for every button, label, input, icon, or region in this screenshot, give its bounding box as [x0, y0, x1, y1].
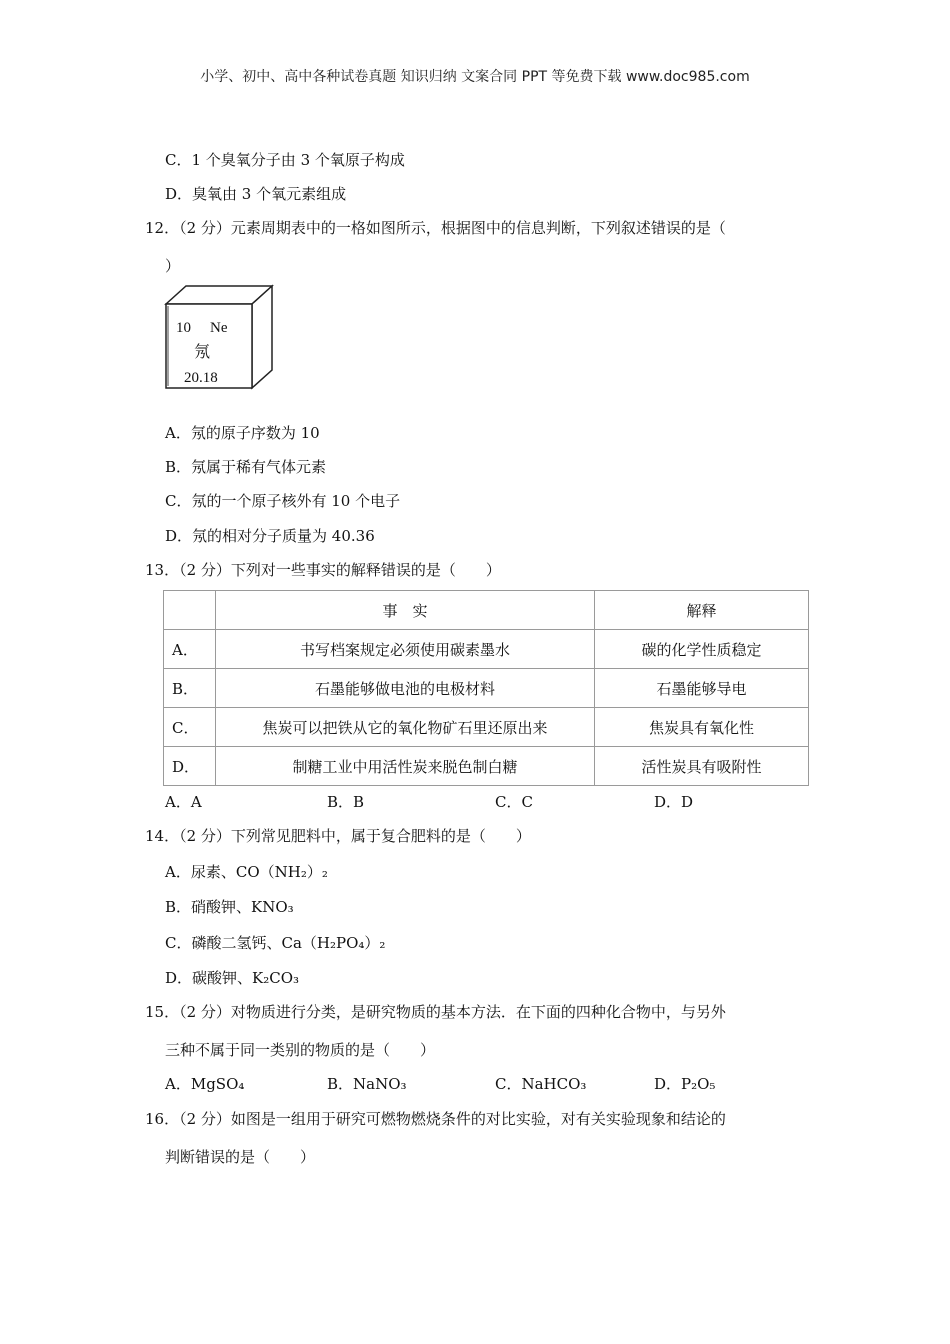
- page-header-banner: 小学、初中、高中各种试卷真题 知识归纳 文案合同 PPT 等免费下载 www.doc985.com: [200, 69, 750, 85]
- option-formula: Ca（H₂PO₄）₂: [281, 934, 386, 952]
- option-label: A．: [165, 424, 191, 442]
- table-cell: 制糖工业中用活性炭来脱色制白糖: [216, 747, 595, 786]
- q15-option-b: B．NaNO₃: [327, 1075, 407, 1093]
- option-text: 尿素、: [190, 863, 236, 881]
- option-formula: CO（NH₂）₂: [235, 863, 328, 881]
- q14-option-a: [165, 861, 328, 882]
- element-symbol: Ne: [210, 320, 228, 336]
- q13-answer-b: B．B: [327, 793, 365, 811]
- table-cell: 活性炭具有吸附性: [595, 747, 809, 786]
- element-name: 氖: [194, 342, 211, 361]
- q12-stem: 12．（2 分）元素周期表中的一格如图所示，根据图中的信息判断，下列叙述错误的是（: [145, 219, 726, 237]
- table-cell: B．: [164, 669, 216, 708]
- q15-option-d: D．P₂O₅: [654, 1075, 716, 1093]
- q15-option-a: A．MgSO₄: [165, 1075, 245, 1093]
- table-cell: C．: [164, 708, 216, 747]
- option-text: 氖的原子序数为 10: [190, 424, 320, 442]
- element-atomic-number: 10: [176, 320, 191, 336]
- q12-option-a: [165, 422, 320, 443]
- table-row: [164, 669, 809, 708]
- q15-option-c: C．NaHCO₃: [495, 1075, 587, 1093]
- q12-stem-end: ）: [165, 257, 181, 275]
- q14-option-b: [165, 896, 294, 917]
- table-cell: 碳的化学性质稳定: [595, 630, 809, 669]
- element-card-neon: [164, 284, 276, 392]
- option-text: 硝酸钾、: [191, 898, 252, 916]
- table-header-row: [164, 591, 809, 630]
- option-text: 碳酸钾、: [192, 969, 253, 987]
- table-cell: 焦炭可以把铁从它的氧化物矿石里还原出来: [216, 708, 595, 747]
- option-formula: KNO₃: [251, 898, 294, 916]
- q11-option-d: [165, 183, 346, 204]
- option-text: 氖属于稀有气体元素: [191, 458, 327, 476]
- q16-stem-line1: 16．（2 分）如图是一组用于研究可燃物燃烧条件的对比实验，对有关实验现象和结论的: [145, 1110, 726, 1128]
- option-label: C．: [165, 151, 192, 169]
- q11-option-c: [165, 149, 405, 170]
- q14-option-c: [165, 932, 385, 953]
- option-label: C．: [165, 934, 192, 952]
- q12-option-b: [165, 456, 326, 477]
- q15-stem-line2: 三种不属于同一类别的物质的是（ ）: [165, 1041, 436, 1059]
- table-cell: A．: [164, 630, 216, 669]
- q12-option-c: [165, 490, 400, 511]
- table-cell: 书写档案规定必须使用碳素墨水: [216, 630, 595, 669]
- table-header-cell: 事 实: [216, 591, 595, 630]
- option-label: D．: [165, 185, 193, 203]
- table-cell: D．: [164, 747, 216, 786]
- option-text: 氖的一个原子核外有 10 个电子: [191, 492, 401, 510]
- option-text: 臭氧由 3 个氧元素组成: [192, 185, 347, 203]
- option-text: 1 个臭氧分子由 3 个氧原子构成: [191, 151, 405, 169]
- option-text: 磷酸二氢钙、: [191, 934, 282, 952]
- q13-facts-table: [163, 590, 809, 786]
- option-label: D．: [165, 527, 193, 545]
- q13-answer-c: C．C: [495, 793, 533, 811]
- table-header-cell: [164, 591, 216, 630]
- table-row: [164, 708, 809, 747]
- option-label: B．: [165, 458, 192, 476]
- element-mass: 20.18: [184, 370, 218, 386]
- option-formula: K₂CO₃: [252, 969, 300, 987]
- option-label: D．: [165, 969, 193, 987]
- option-label: B．: [165, 898, 192, 916]
- table-cell: 石墨能够做电池的电极材料: [216, 669, 595, 708]
- table-cell: 焦炭具有氧化性: [595, 708, 809, 747]
- q14-stem: 14．（2 分）下列常见肥料中，属于复合肥料的是（ ）: [145, 827, 531, 845]
- table-cell: 石墨能够导电: [595, 669, 809, 708]
- option-text: 氖的相对分子质量为 40.36: [192, 527, 375, 545]
- q12-option-d: [165, 525, 375, 546]
- table-row: [164, 747, 809, 786]
- q13-answer-a: A．A: [165, 793, 202, 811]
- q13-stem: 13．（2 分）下列对一些事实的解释错误的是（ ）: [145, 561, 501, 579]
- q16-stem-line2: 判断错误的是（ ）: [165, 1148, 316, 1166]
- table-header-cell: 解释: [595, 591, 809, 630]
- table-row: [164, 630, 809, 669]
- q14-option-d: [165, 967, 299, 988]
- option-label: A．: [165, 863, 191, 881]
- option-label: C．: [165, 492, 192, 510]
- q13-answer-d: D．D: [654, 793, 694, 811]
- q15-stem-line1: 15．（2 分）对物质进行分类，是研究物质的基本方法．在下面的四种化合物中，与另外: [145, 1003, 726, 1021]
